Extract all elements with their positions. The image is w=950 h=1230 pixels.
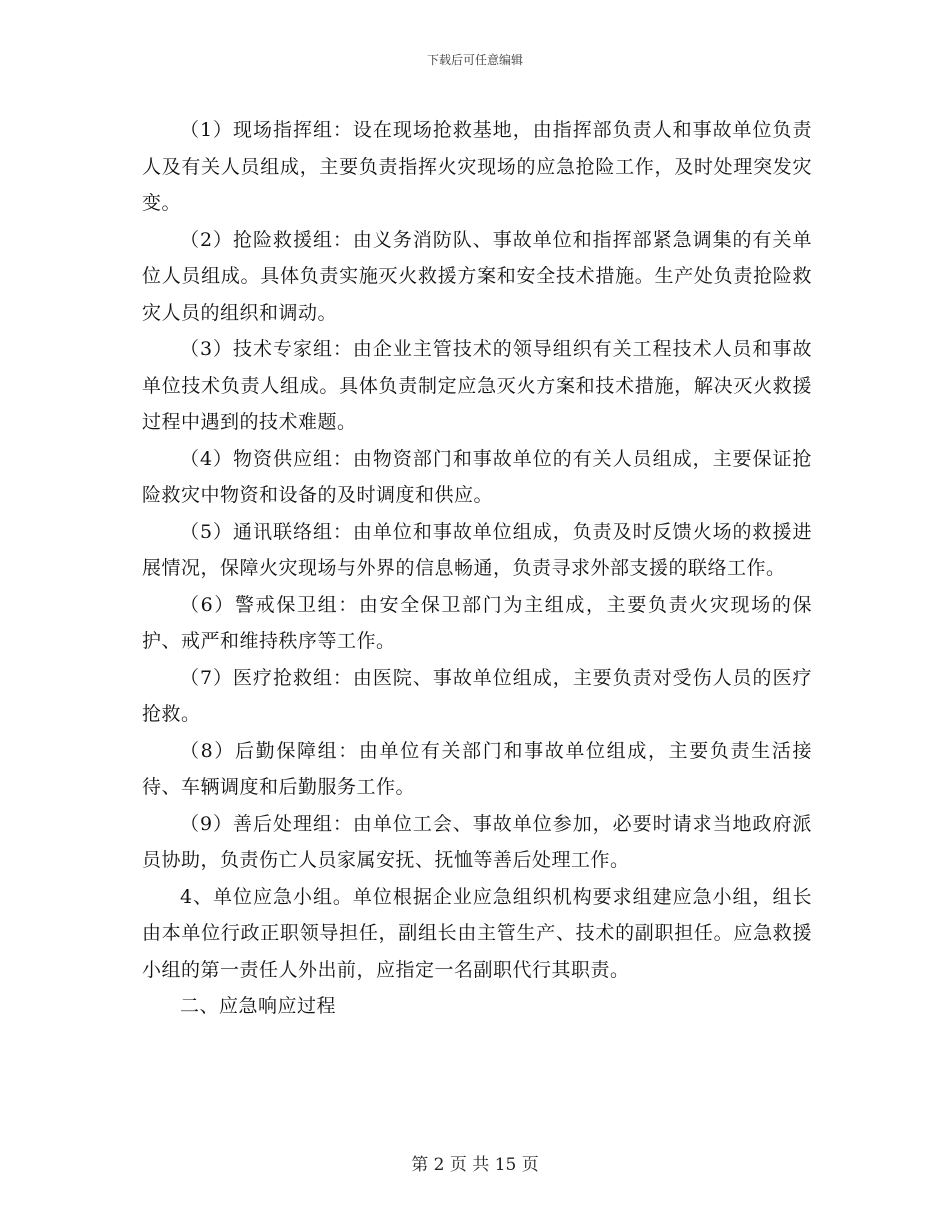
paragraph-technical-expert-group: （3）技术专家组：由企业主管技术的领导组织有关工程技术人员和事故单位技术负责人组成。具体负责制定应急灭火方案和技术措施，解决灭火救援过程中遇到的技术难题。 (142, 338, 812, 433)
section-heading-response-process: 二、应急响应过程 (180, 995, 337, 1017)
paragraph-communication-group: （5）通讯联络组：由单位和事故单位组成，负责及时反馈火场的救援进展情况，保障火灾现场与外界的信息畅通，负责寻求外部支援的联络工作。 (142, 520, 812, 579)
page-header: 下载后可任意编辑 (426, 53, 523, 67)
document-body (142, 112, 812, 1025)
paragraph-supply-group: （4）物资供应组：由物资部门和事故单位的有关人员组成，主要保证抢险救灾中物资和设备的及时调度和供应。 (142, 447, 812, 506)
paragraph-field-command-group: （1）现场指挥组：设在现场抢救基地，由指挥部负责人和事故单位负责人及有关人员组成，主要负责指挥火灾现场的应急抢险工作，及时处理突发灾变。 (142, 119, 812, 214)
paragraph-medical-group: （7）医疗抢救组：由医院、事故单位组成，主要负责对受伤人员的医疗抢救。 (142, 666, 812, 725)
paragraph-logistics-group: （8）后勤保障组：由单位有关部门和事故单位组成，主要负责生活接待、车辆调度和后勤服务工作。 (142, 739, 812, 798)
paragraph-aftermath-group: （9）善后处理组：由单位工会、事故单位参加，必要时请求当地政府派员协助，负责伤亡人员家属安抚、抚恤等善后处理工作。 (142, 812, 812, 871)
paragraph-security-group: （6）警戒保卫组：由安全保卫部门为主组成，主要负责火灾现场的保护、戒严和维持秩序等工作。 (142, 593, 812, 652)
paragraph-rescue-group: （2）抢险救援组：由义务消防队、事故单位和指挥部紧急调集的有关单位人员组成。具体负责实施灭火救援方案和安全技术措施。生产处负责抢险救灾人员的组织和调动。 (142, 228, 812, 324)
page-number: 第 2 页 共 15 页 (411, 1155, 539, 1175)
paragraph-unit-emergency-team: 4、单位应急小组。单位根据企业应急组织机构要求组建应急小组，组长由本单位行政正职领导担任，副组长由主管生产、技术的副职担任。应急救援小组的第一责任人外出前，应指定一名副职代行其职责。 (142, 885, 812, 981)
